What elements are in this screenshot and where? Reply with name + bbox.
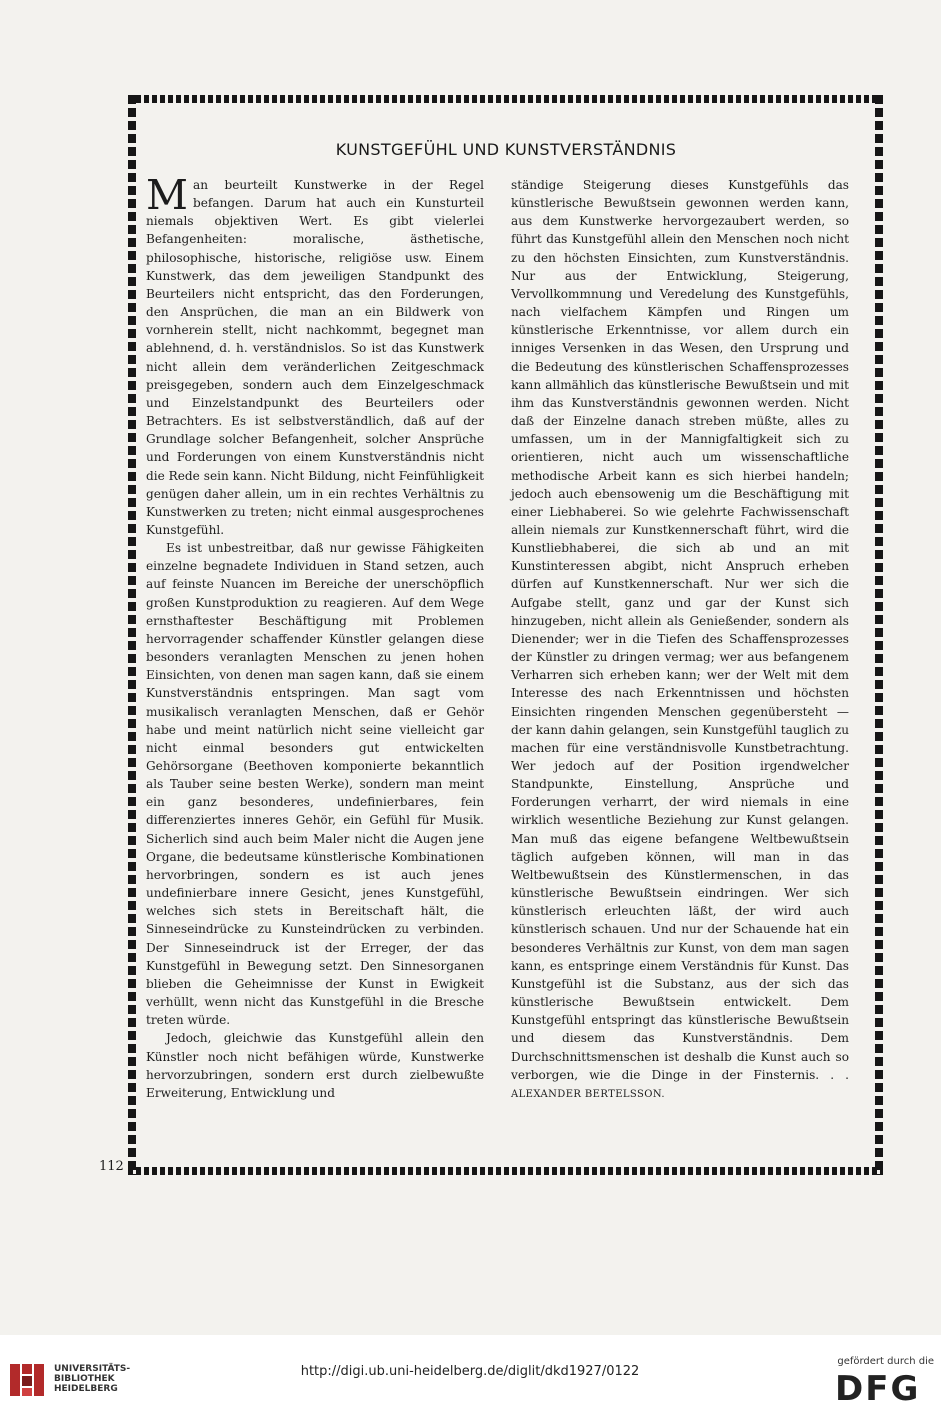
border-top (128, 95, 883, 103)
paragraph-2: Es ist unbestreitbar, daß nur gewisse Fähigkeiten einzelne begnadete Individuen in Stand setzen, auch auf feinste Nuancen im Bereiche der unerschöpflich großen Kunstproduktion zu reagieren. Auf dem Wege ernsthaftester Beschäftigung mit Problemen hervorragender schaffender Künstler gelangen diese besonders veranlagten Menschen zu jenen hohen Einsichten, von denen man sagen kann, daß sie einem Kunstverständnis entspringen. Man sagt vom musikalisch veranlagten Menschen, daß er Gehör habe und meint natürlich nicht seine vielleicht gar nicht einmal besonders gut entwickelten Gehörsorgane (Beethoven komponierte bekanntlich als Tauber seine besten Werke), sondern man meint ein ganz besonderes, undefinierbares, fein differenziertes inneres Gehör, ein Gefühl für Musik. Sicherlich sind auch beim Maler nicht die Augen jene Organe, die bedeutsame künstlerische Kombinationen hervorbringen, sondern es ist auch jenes undefinierbare innere Gesicht, jenes Kunstgefühl, welches sich stets in Bereitschaft hält, die Sinneseindrücke zu Kunsteindrücken zu verbinden. Der Sinneseindruck ist der Erreger, der das Kunstgefühl in Bewegung setzt. Den Sinnesorganen blieben die Geheimnisse der Kunst in Ewigkeit verhüllt, wenn nicht das Kunstgefühl in die Bresche treten würde. (146, 541, 484, 1028)
right-column (511, 176, 849, 1104)
border-right (875, 95, 883, 1175)
sponsor-label: gefördert durch die (837, 1356, 934, 1367)
dfg-logo: DFG (835, 1369, 921, 1409)
paragraph-3: Jedoch, gleichwie das Kunstgefühl allein den Künstler noch nicht befähigen würde, Kunstwerke hervorzubringen, sondern erst durch zielbewußte Erweiterung, Entwicklung und (146, 1031, 484, 1100)
border-left (128, 95, 136, 1175)
author-signature: ALEXANDER BERTELSSON. (511, 1088, 665, 1100)
document-url-link[interactable]: http://digi.ub.uni-heidelberg.de/diglit/dkd1927/0122 (300, 1364, 640, 1379)
drop-cap: M (146, 171, 188, 219)
page-number: 112 (99, 1159, 124, 1174)
left-column (146, 171, 484, 1102)
paragraph-1: Man beurteilt Kunstwerke in der Regel befangen. Darum hat auch ein Kunsturteil niemals objektiven Wert. Es gibt vielerlei Befangenheiten: moralische, ästhetische, philosophische, historische, religiöse usw. Einem Kunstwerk, das dem jeweiligen Standpunkt des Beurteilers nicht entspricht, das den Forderungen, den Ansprüchen, die man an ein Bildwerk von vornherein stellt, nicht nachkommt, begegnet man ablehnend, d. h. verständnislos. So ist das Kunstwerk nicht allein dem veränderlichen Zeitgeschmack preisgegeben, sondern auch dem Einzelgeschmack und Einzelstandpunkt des Beurteilers oder Betrachters. Es ist selbstverständlich, daß auf der Grundlage solcher Befangenheit, solcher Ansprüche und Forderungen von einem Kunstverständnis nicht die Rede sein kann. Nicht Bildung, nicht Feinfühligkeit genügen daher allein, um in ein rechtes Verhältnis zu Kunstwerken zu treten; nicht einmal ausgesprochenes Kunstgefühl. (146, 171, 484, 537)
library-logo-icon (8, 1360, 48, 1400)
paragraph-continued: ständige Steigerung dieses Kunstgefühls das künstlerische Bewußtsein gewonnen werden kann, aus dem Kunstwerke hervorgezaubert werden, so führt das Kunstgefühl allein den Menschen noch nicht zu den höchsten Einsichten, zum Kunstverständnis. Nur aus der Entwicklung, Steigerung, Vervollkommnung und Veredelung des Kunstgefühls, nach vielfachem Kämpfen und Ringen um künstlerische Erkenntnisse, vor allem durch ein inniges Versenken in das Wesen, den Ursprung und die Bedeutung des künstlerischen Schaffensprozesses kann allmählich das künstlerische Bewußtsein und mit ihm das Kunstverständnis gewonnen werden. Nicht daß der Einzelne danach streben müßte, alles zu umfassen, um in der Mannigfaltigkeit sich zu orientieren, nicht auch um wissenschaftliche methodische Arbeit kann es sich hierbei handeln; jedoch auch ebensowenig um die Beschäftigung mit einer Liebhaberei. So wie gelehrte Fachwissenschaft allein niemals zur Kunstkennerschaft führt, wird die Kunstliebhaberei, die sich ab und an mit Kunstinteressen abgibt, nicht Anspruch erheben dürfen auf Kunstkennerschaft. Nur wer sich die Aufgabe stellt, ganz und gar der Kunst sich hinzugeben, nicht allein als Genießender, sondern als Dienender; wer in die Tiefen des Schaffensprozesses der Künstler zu dringen vermag; wer aus befangenem Verharren sich erheben kann; wer der Welt mit dem Interesse des nach Erkenntnissen und höchsten Einsichten ringenden Menschen gegenübersteht — der kann dahin gelangen, sein Kunstgefühl tauglich zu machen für eine verständnisvolle Kunstbetrachtung. Wer jedoch auf der Position irgendwelcher Standpunkte, Einstellung, Ansprüche und Forderungen verharrt, der wird niemals in eine wirklich wesentliche Beziehung zur Kunst gelangen. Man muß das eigene befangene Weltbewußtsein täglich aufgeben können, will man in das Weltbewußtsein des Künstlermenschen, in das künstlerische Bewußtsein eindringen. Wer sich künstlerisch erleuchten läßt, der wird auch künstlerisch schauen. Und nur der Schauende hat ein besonderes Verhältnis zur Kunst, von dem man sagen kann, es entspringe einem Verständnis für Kunst. Das Kunstgefühl ist die Substanz, aus der sich das künstlerische Bewußtsein entwickelt. Dem Kunstgefühl entspringt das künstlerische Bewußtsein und diesem das Kunstverständnis. Dem Durchschnittsmenschen ist deshalb die Kunst auch so verborgen, wie die Dinge in der Finsternis. . . ALEXANDER BERTELSSON. (511, 178, 849, 1100)
library-name: UNIVERSITÄTS- BIBLIOTHEK HEIDELBERG (54, 1364, 131, 1394)
article-title: KUNSTGEFÜHL UND KUNSTVERSTÄNDNIS (335, 140, 677, 159)
border-bottom (128, 1167, 883, 1175)
